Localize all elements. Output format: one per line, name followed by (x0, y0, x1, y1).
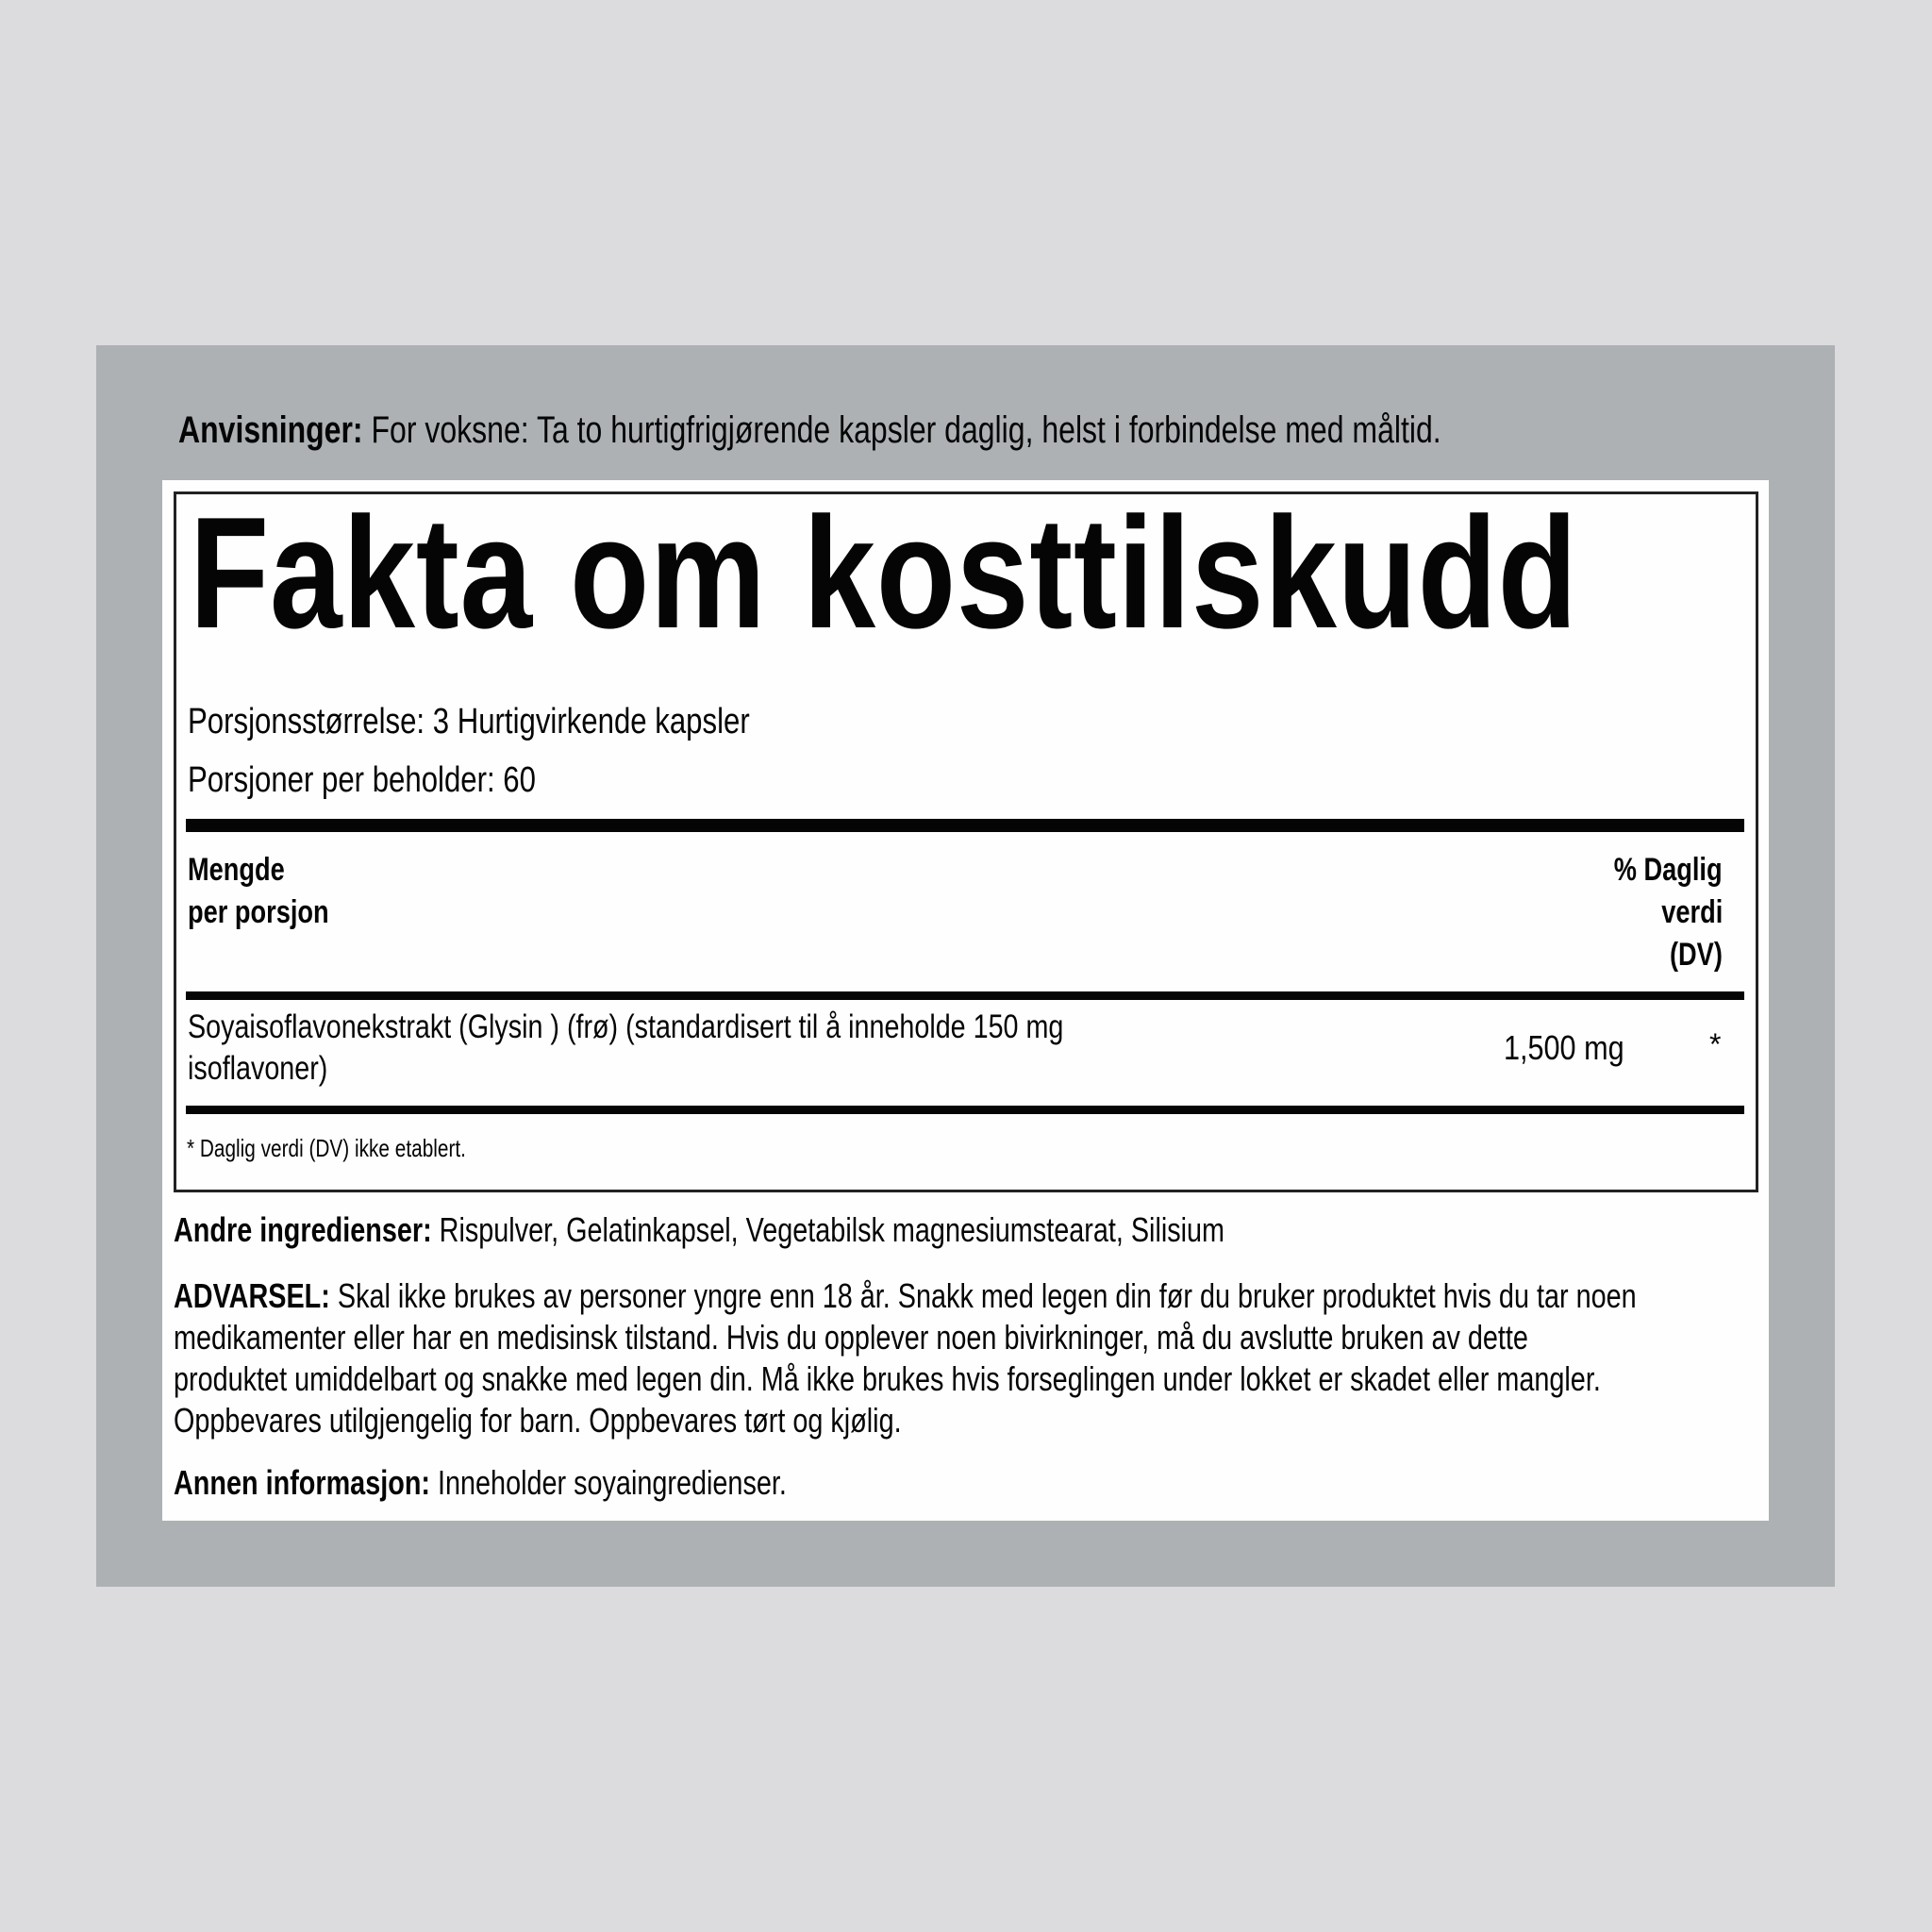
dv-header-line2: verdi (1660, 894, 1723, 930)
servings-per-container-text: Porsjoner per beholder: 60 (188, 760, 536, 800)
ingredient-amount-text: 1,500 mg (1504, 1028, 1624, 1067)
amount-header-line2: per porsjon (188, 894, 329, 930)
other-ingredients (174, 1209, 1488, 1251)
other-ingredients-label: Andre ingredienser: (174, 1210, 432, 1249)
table-row (188, 1007, 1256, 1090)
other-ingredients-text: Rispulver, Gelatinkapsel, Vegetabilsk magnesiumstearat, Silisium (431, 1210, 1225, 1249)
thick-divider (186, 819, 1744, 832)
ingredient-name-line1: Soyaisoflavonekstrakt (Glysin ) (frø) (standardisert til å inneholde 150 mg (188, 1008, 1064, 1045)
ingredient-name-line2: isoflavoner) (188, 1050, 328, 1087)
warning-line3: produktet umiddelbart og snakke med legen din. Må ikke brukes hvis forseglingen under lokket er skadet eller mangler. (174, 1359, 1601, 1398)
serving-size (188, 700, 874, 743)
facts-title (190, 484, 1883, 661)
warning (174, 1275, 1932, 1441)
ingredient-amount (1504, 1027, 1645, 1069)
other-information-label: Annen informasjon: (174, 1463, 430, 1502)
other-information (174, 1462, 940, 1504)
serving-size-text: Porsjonsstørrelse: 3 Hurtigvirkende kapsler (188, 702, 750, 741)
amount-per-serving-header (188, 849, 364, 934)
warning-label: ADVARSEL: (174, 1276, 330, 1315)
medium-divider (186, 991, 1744, 1000)
amount-header-line1: Mengde (188, 852, 285, 888)
medium-divider-bottom (186, 1106, 1744, 1114)
dv-header-line1: % Daglig (1614, 852, 1723, 888)
dv-footnote (187, 1133, 536, 1163)
warning-line4: Oppbevares utilgjengelig for barn. Oppbevares tørt og kjølig. (174, 1401, 902, 1440)
ingredient-dv (1709, 1025, 1721, 1063)
warning-line1: Skal ikke brukes av personer yngre enn 18 år. Snakk med legen din før du bruker produktet hvis du tar noen (329, 1276, 1637, 1315)
warning-line2: medikamenter eller har en medisinsk tilstand. Hvis du opplever noen bivirkninger, må du avslutte bruken av dette (174, 1318, 1528, 1357)
other-information-text: Inneholder soyaingredienser. (430, 1463, 787, 1502)
daily-value-header (1440, 849, 1723, 976)
directions (178, 408, 1757, 453)
directions-text: For voksne: Ta to hurtigfrigjørende kapsler daglig, helst i forbindelse med måltid. (362, 409, 1441, 451)
servings-per-container (188, 758, 612, 802)
directions-label: Anvisninger: (178, 409, 363, 451)
dv-header-line3: (DV) (1670, 937, 1723, 973)
dv-footnote-text: * Daglig verdi (DV) ikke etablert. (187, 1134, 466, 1162)
ingredient-dv-text: * (1709, 1027, 1722, 1061)
facts-title-text: Fakta om kosttilskudd (190, 484, 1578, 661)
